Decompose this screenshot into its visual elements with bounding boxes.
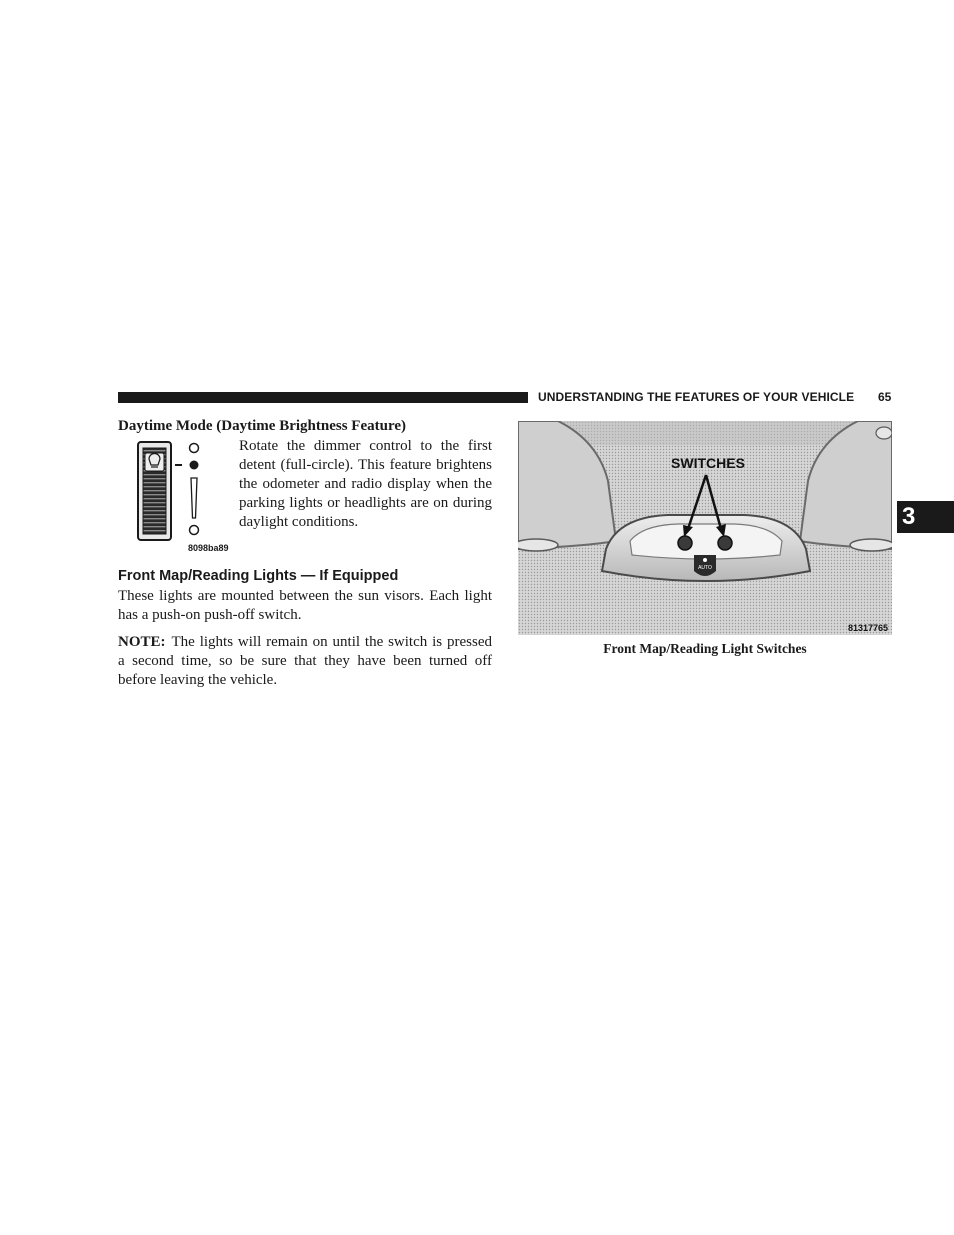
running-header-title: UNDERSTANDING THE FEATURES OF YOUR VEHICLE [538,390,855,404]
header-rule [118,392,528,403]
chapter-tab: 3 [897,501,954,533]
page-number: 65 [878,390,892,404]
note-paragraph [118,633,492,690]
auto-button-label: AUTO [698,565,712,571]
daytime-mode-heading: Daytime Mode (Daytime Brightness Feature) [118,418,406,434]
switches-callout: SWITCHES [671,455,745,471]
photo-figure-code: 81317765 [847,623,888,633]
map-lights-body: These lights are mounted between the sun visors. Each light has a push-on push-off switch. [118,588,492,623]
dimmer-control-illustration [120,438,235,543]
note-label: NOTE: [118,634,166,650]
note-body: The lights will remain on until the switch is pressed a second time, so be sure that they have been turned off before leaving the vehicle. [118,634,492,688]
map-lights-heading: Front Map/Reading Lights — If Equipped [118,568,399,584]
dimmer-figure-code: 8098ba89 [188,543,229,553]
map-light-switches-photo [518,421,892,635]
daytime-mode-body: Rotate the dimmer control to the first detent (full-circle). This feature brightens the odometer and radio display when the parking lights or headlights are on during daylight conditions. [239,438,492,530]
figure-caption: Front Map/Reading Light Switches [603,641,807,656]
